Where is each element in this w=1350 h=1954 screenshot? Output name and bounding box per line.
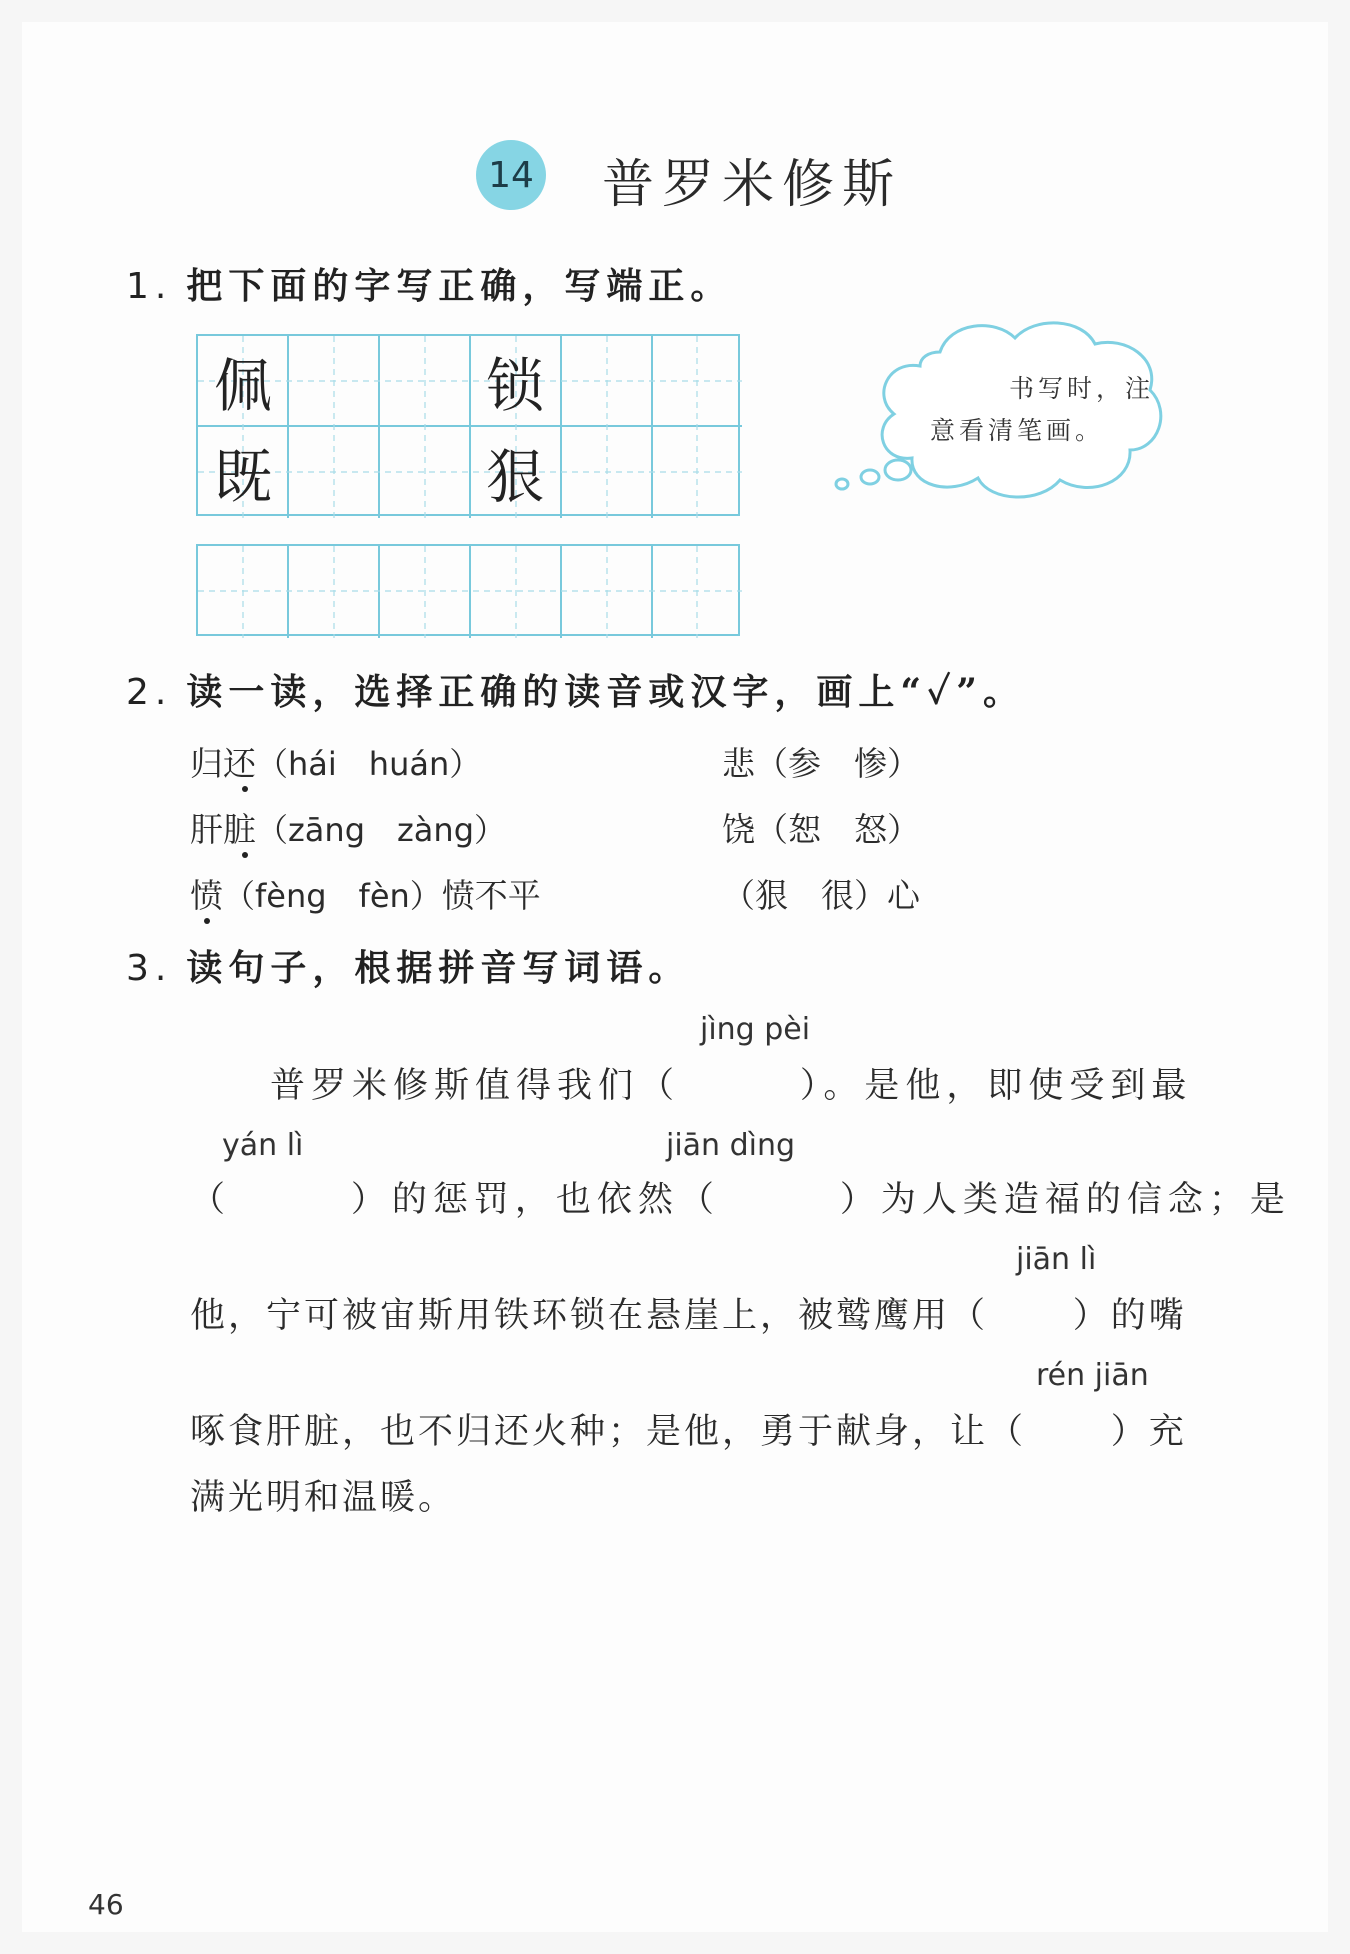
pinyin-hint-5: rén jiān <box>1036 1358 1149 1393</box>
question-3-instruction: 读句子，根据拼音写词语。 <box>186 947 691 989</box>
question-2-instruction: 读一读，选择正确的读音或汉字，画上“✓”。 <box>186 671 1025 713</box>
answer-blank-1[interactable] <box>680 1066 800 1106</box>
answer-blank-2[interactable] <box>231 1180 351 1220</box>
page-number: 46 <box>88 1888 124 1921</box>
q2-item-2-word: 悲 <box>722 744 755 783</box>
q2-item-5-word: 愤 <box>190 876 223 915</box>
q3-line-3-text-a: 他，宁可被宙斯用铁环锁在悬崖上，被鹫鹰用（ <box>190 1296 989 1336</box>
q2-item-5-options[interactable]: （fèng fèn） <box>223 877 442 915</box>
q2-item-1-options[interactable]: （hái huán） <box>256 745 482 783</box>
emphasis-dot <box>242 786 248 792</box>
grid-char-1: 佩 <box>213 352 272 420</box>
writing-grid-blank <box>196 544 740 636</box>
question-2-number: 2. <box>126 672 173 713</box>
q2-item-1-word: 归还 <box>190 744 256 783</box>
q2-item-6-options[interactable]: （狠 很） <box>722 876 887 915</box>
question-3-number: 3. <box>126 948 173 989</box>
answer-blank-3[interactable] <box>720 1180 840 1220</box>
q3-line-4 <box>190 1404 1187 1454</box>
q2-item-6 <box>722 870 920 917</box>
q2-item-5 <box>190 870 541 917</box>
pinyin-hint-3: jiān dìng <box>666 1128 796 1163</box>
q3-line-3 <box>190 1288 1187 1338</box>
pinyin-hint-1: jìng pèi <box>700 1012 811 1047</box>
writing-tip-line-2: 意看清笔画。 <box>930 416 1105 445</box>
q3-line-3-text-b: ）的嘴 <box>1072 1296 1187 1336</box>
q2-item-5-suffix: 愤不平 <box>441 876 541 915</box>
q2-item-3 <box>190 804 506 851</box>
emphasis-dot <box>204 918 210 924</box>
grid-char-3: 既 <box>213 443 272 511</box>
q3-line-1-text-b: ）。是他，即使受到最 <box>799 1066 1193 1106</box>
emphasis-dot <box>242 852 248 858</box>
writing-grid-practice <box>196 334 740 516</box>
q3-line-2-text-c: ）为人类造福的信念；是 <box>839 1180 1291 1220</box>
pinyin-hint-4: jiān lì <box>1016 1242 1097 1277</box>
q2-item-2-options[interactable]: （参 惨） <box>755 744 920 783</box>
answer-blank-5[interactable] <box>1026 1412 1111 1452</box>
question-3-header <box>126 940 690 991</box>
q2-item-1 <box>190 738 481 785</box>
writing-tip-line-1: 书写时，注 <box>1008 374 1154 403</box>
q2-item-2 <box>722 738 920 785</box>
q3-line-2-text-a: （ <box>190 1180 232 1220</box>
question-1-instruction: 把下面的字写正确，写端正。 <box>186 265 733 307</box>
q2-item-4 <box>722 804 920 851</box>
question-1-header <box>126 258 732 309</box>
q2-item-4-options[interactable]: （恕 怒） <box>755 810 920 849</box>
grid-lines <box>198 546 742 638</box>
grid-char-2: 锁 <box>485 352 544 420</box>
writing-tip <box>930 368 1154 452</box>
q2-item-4-word: 饶 <box>722 810 755 849</box>
answer-blank-4[interactable] <box>988 1296 1073 1336</box>
grid-char-4: 狠 <box>485 443 544 511</box>
q3-line-1 <box>270 1058 1192 1108</box>
q2-item-3-options[interactable]: （zāng zàng） <box>256 811 507 849</box>
lesson-number-badge: 14 <box>476 140 546 210</box>
q3-line-4-text-a: 啄食肝脏，也不归还火种；是他，勇于献身，让（ <box>190 1412 1027 1452</box>
question-1-number: 1. <box>126 266 173 307</box>
q3-line-4-text-b: ）充 <box>1110 1412 1187 1452</box>
q3-line-5: 满光明和温暖。 <box>190 1478 457 1518</box>
q3-line-2 <box>190 1172 1291 1222</box>
q3-line-1-text-a: 普罗米修斯值得我们（ <box>270 1066 681 1106</box>
q3-line-2-text-b: ）的惩罚，也依然（ <box>350 1180 720 1220</box>
pinyin-hint-2: yán lì <box>222 1128 304 1163</box>
q2-item-6-suffix: 心 <box>887 876 920 915</box>
question-2-header <box>126 664 1025 715</box>
lesson-title: 普罗米修斯 <box>602 155 903 215</box>
q2-item-3-word: 肝脏 <box>190 810 256 849</box>
